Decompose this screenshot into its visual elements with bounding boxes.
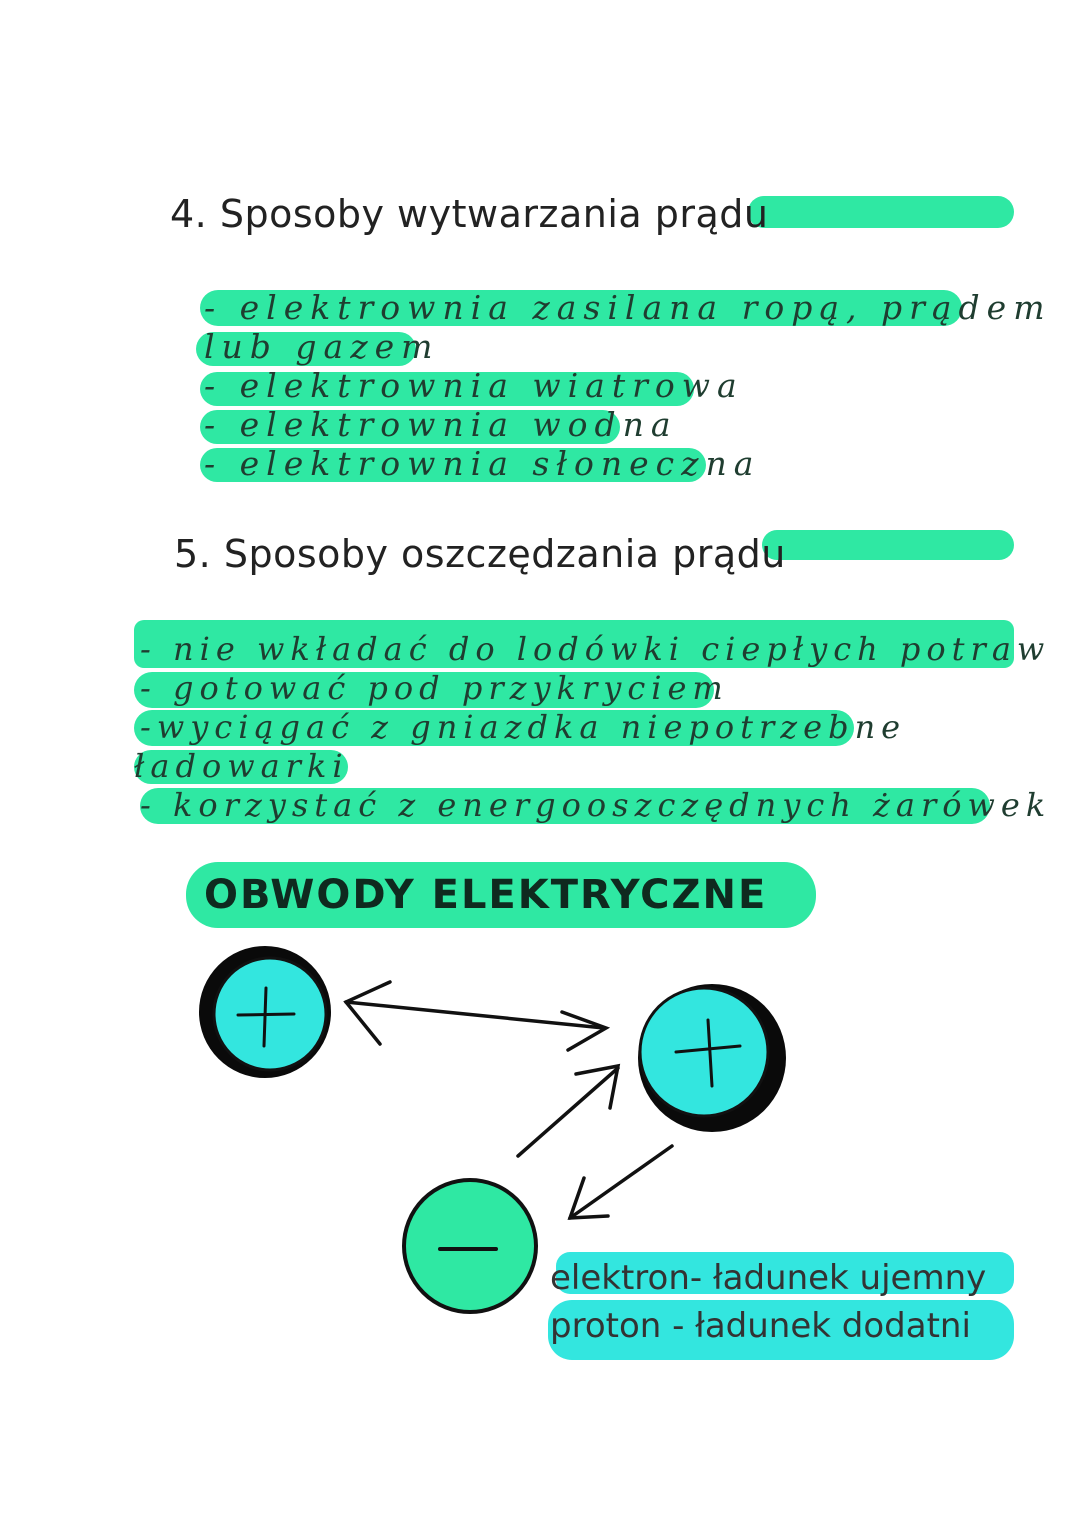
list-item: - elektrownia zasilana ropą, prądem: [204, 288, 1052, 327]
electron-particle: [404, 1180, 536, 1312]
power-saving-list: [134, 630, 1052, 825]
arrow-down-left-icon: [570, 1146, 672, 1218]
list-item: ładowarki: [134, 747, 349, 785]
proton-particle: [638, 984, 786, 1132]
list-item: - elektrownia słoneczna: [204, 444, 761, 483]
circuits-title: OBWODY ELEKTRYCZNE: [204, 872, 768, 918]
proton-particle: [199, 946, 331, 1078]
power-generation-list: [204, 288, 1052, 483]
list-item: - nie wkładać do lodówki ciepłych potraw: [140, 630, 1051, 668]
list-item: lub gazem: [204, 327, 440, 366]
list-item: - elektrownia wiatrowa: [204, 366, 744, 405]
arrow-up-right-icon: [518, 1066, 618, 1156]
double-arrow-icon: [346, 982, 606, 1050]
section-4-heading: 4. Sposoby wytwarzania prądu: [170, 192, 769, 236]
list-item: - elektrownia wodna: [204, 405, 678, 444]
charge-legend: [550, 1254, 986, 1350]
list-item: -wyciągać z gniazdka niepotrzebne: [140, 708, 907, 746]
legend-proton: proton - ładunek dodatni: [550, 1306, 971, 1346]
section-5-heading: 5. Sposoby oszczędzania prądu: [174, 532, 786, 576]
list-item: - korzystać z energooszczędnych żarówek: [140, 786, 1052, 824]
legend-electron: elektron- ładunek ujemny: [550, 1258, 987, 1298]
list-item: - gotować pod przykryciem: [140, 669, 729, 707]
